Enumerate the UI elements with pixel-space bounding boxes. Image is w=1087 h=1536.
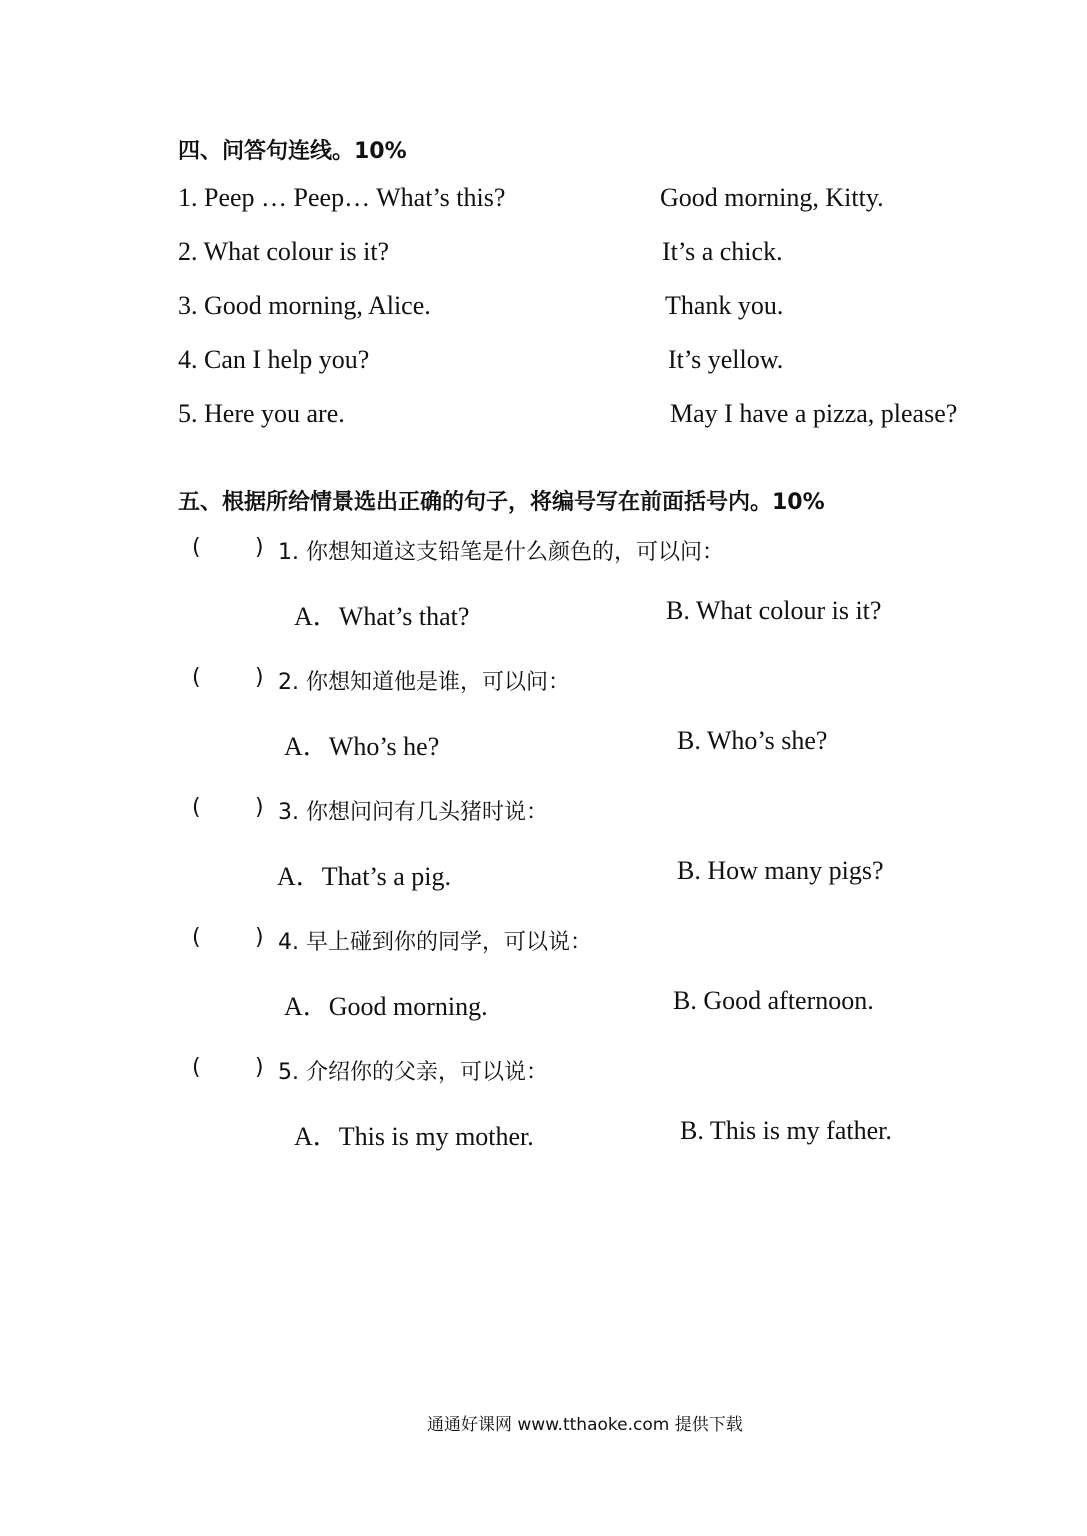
- answer-paren-open: (: [192, 1055, 201, 1080]
- option-a: A．Good morning.: [284, 992, 488, 1021]
- match-question: 3. Good morning, Alice.: [178, 291, 431, 320]
- option-a: A．What’s that?: [294, 602, 470, 631]
- option-b: B. What colour is it?: [666, 596, 882, 625]
- question-prompt: 1. 你想知道这支铅笔是什么颜色的，可以问：: [278, 540, 724, 565]
- section-4-title: 四、问答句连线。10%: [178, 139, 407, 164]
- answer-paren-close: ): [255, 535, 264, 560]
- answer-paren-open: (: [192, 665, 201, 690]
- option-a: A．That’s a pig.: [277, 862, 452, 891]
- option-b: B. This is my father.: [680, 1116, 892, 1145]
- match-answer: It’s yellow.: [668, 345, 784, 374]
- match-question: 2. What colour is it?: [178, 237, 390, 266]
- match-answer: May I have a pizza, please?: [670, 399, 958, 428]
- question-prompt: 5. 介绍你的父亲，可以说：: [278, 1060, 548, 1085]
- answer-paren-close: ): [255, 665, 264, 690]
- answer-paren-close: ): [255, 1055, 264, 1080]
- answer-paren-open: (: [192, 925, 201, 950]
- question-prompt: 4. 早上碰到你的同学，可以说：: [278, 930, 592, 955]
- option-b: B. Good afternoon.: [673, 986, 874, 1015]
- answer-paren-close: ): [255, 925, 264, 950]
- match-question: 4. Can I help you?: [178, 345, 370, 374]
- question-prompt: 2. 你想知道他是谁，可以问：: [278, 670, 570, 695]
- match-answer: Good morning, Kitty.: [660, 183, 884, 212]
- section-5-title: 五、根据所给情景选出正确的句子，将编号写在前面括号内。10%: [178, 490, 825, 515]
- option-a: A．This is my mother.: [294, 1122, 534, 1151]
- match-answer: Thank you.: [665, 291, 784, 320]
- footer-text: 通通好课网 www.tthaoke.com 提供下载: [427, 1415, 743, 1435]
- answer-paren-close: ): [255, 795, 264, 820]
- answer-paren-open: (: [192, 535, 201, 560]
- question-prompt: 3. 你想问问有几头猪时说：: [278, 800, 548, 825]
- answer-paren-open: (: [192, 795, 201, 820]
- match-answer: It’s a chick.: [662, 237, 783, 266]
- option-a: A．Who’s he?: [284, 732, 440, 761]
- option-b: B. How many pigs?: [677, 856, 884, 885]
- option-b: B. Who’s she?: [677, 726, 828, 755]
- match-question: 1. Peep … Peep… What’s this?: [178, 183, 506, 212]
- match-question: 5. Here you are.: [178, 399, 345, 428]
